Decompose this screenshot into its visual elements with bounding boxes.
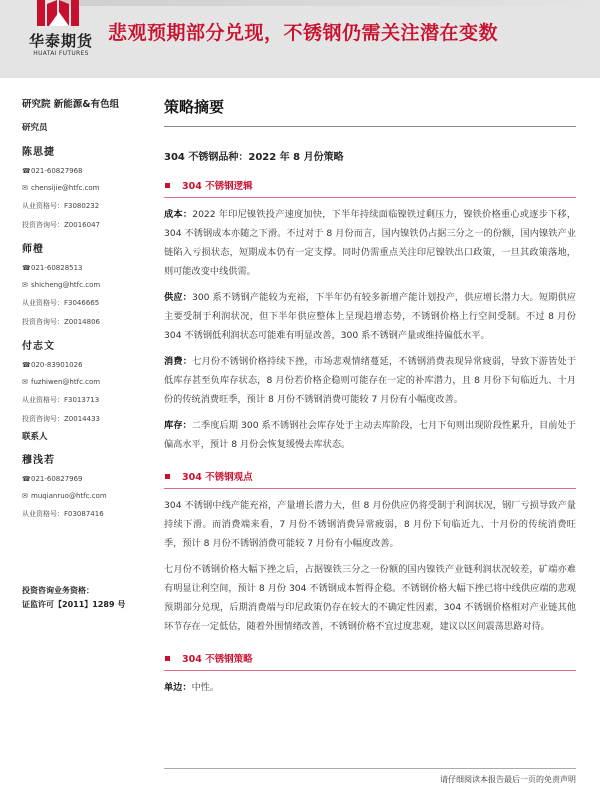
analyst-practice-id: 从业资格号：F3013713 <box>22 396 100 404</box>
analyst-phone: ☎ 021-60828513 <box>22 264 83 272</box>
company-logo <box>20 0 100 66</box>
logo-english-name: HUATAI FUTURES <box>33 50 89 57</box>
strategy-divider <box>164 670 576 671</box>
analyst-invest-id: 投资咨询号：Z0014433 <box>22 415 100 423</box>
analyst-name: 陈思捷 <box>22 147 55 158</box>
contact-heading: 联系人 <box>22 432 48 442</box>
logo-chinese-name: 华泰期货 <box>28 32 93 50</box>
analyst-practice-id: 从业资格号：F3046665 <box>22 299 100 307</box>
view-paragraph: 七月份不锈钢价格大幅下挫之后，占据镍铁三分之一份额的国内镍铁产业链利润状况较差，矿端亦难有明显让利空间，预计 8 月份 304 不锈钢成本暂得企稳。不锈钢价格大幅下挫已将中线供应端的悲观预期部分兑现，后期消费端与印尼政策仍存在较大的不确定性因素，304 不锈钢价格相对产业链其他环节存在一定低估，随着外围情绪改善，不锈钢价格不宜过度悲观，建议以区间震荡思路对待。 <box>164 564 576 632</box>
email-icon: ✉ <box>22 492 28 500</box>
footer-divider <box>164 768 576 769</box>
contact-phone: ☎ 021-60827969 <box>22 475 83 483</box>
phone-icon: ☎ <box>22 167 31 175</box>
analyst-practice-id: 从业资格号：F3080232 <box>22 202 100 210</box>
email-icon: ✉ <box>22 378 28 386</box>
role-label: 研究员 <box>22 123 48 133</box>
bullet-square-icon <box>165 656 170 661</box>
bullet-square-icon <box>165 183 170 188</box>
analyst-card <box>22 337 144 424</box>
logic-paragraph-cost: 成本：2022 年印尼镍铁投产速度加快，下半年持续面临镍铁过剩压力，镍铁价格重心或逐步下移，304 不锈钢成本亦随之下滑。不过对于 8 月份而言，国内镍铁仍占据三分之一的份额，国内镍铁产业链陷入亏损状态，短期成本仍有一定支撑。同时仍需重点关注印尼镍铁出口政策，一旦其政策落地，则可能改变中线供需。 <box>164 209 577 277</box>
certification-block <box>22 584 125 612</box>
analyst-invest-id: 投资咨询号：Z0016047 <box>22 221 100 229</box>
strategy-paragraph: 单边：中性。 <box>164 682 220 693</box>
analyst-name: 付志文 <box>22 341 55 352</box>
analyst-phone: ☎ 021-60827968 <box>22 167 83 175</box>
view-paragraph: 304 不锈钢中线产能充裕，产量增长潜力大，但 8 月份供应仍将受制于利润状况，钢厂亏损导致产量持续下滑。而消费端来看，7 月份不锈钢消费异常疲弱，8 月份下旬临近九、十月份的传统消费旺季，预计 8 月份不锈钢消费可能较 7 月份有小幅度改善。 <box>164 500 576 549</box>
footer-disclaimer: 请仔细阅读本报告最后一页的免责声明 <box>440 775 576 784</box>
phone-icon: ☎ <box>22 361 31 369</box>
analyst-name: 师橙 <box>22 244 44 255</box>
analyst-sidebar <box>22 96 144 519</box>
contact-email[interactable]: ✉ muqianruo@htfc.com <box>22 492 107 500</box>
analyst-email[interactable]: ✉ shicheng@htfc.com <box>22 281 101 289</box>
logic-paragraph-supply: 供应：300 系不锈钢产能较为充裕，下半年仍有较多新增产能计划投产，供应增长潜力大。短期供应主要受制于利润状况，但下半年供应整体上呈现趋增态势，不锈钢价格上行空间受制。不过 8 月份 304 不锈钢低利润状态可能难有明显改善，300 系不锈钢产量或维持偏低水平。 <box>164 292 576 341</box>
analyst-card <box>22 240 144 327</box>
phone-icon: ☎ <box>22 475 31 483</box>
view-divider <box>164 488 576 489</box>
email-icon: ✉ <box>22 281 28 289</box>
report-banner <box>0 0 600 78</box>
phone-icon: ☎ <box>22 264 31 272</box>
analyst-email[interactable]: ✉ chensijie@htfc.com <box>22 184 100 192</box>
logic-paragraph-inventory: 库存：二季度后期 300 系不锈钢社会库存处于主动去库阶段，七月下旬则出现阶段性累升，目前处于偏高水平，预计 8 月份会恢复缓慢去库状态。 <box>164 420 576 450</box>
contact-card <box>22 430 144 519</box>
title-divider <box>164 126 576 127</box>
analyst-invest-id: 投资咨询号：Z0014806 <box>22 318 100 326</box>
section-title: 策略摘要 <box>164 98 225 116</box>
logic-divider <box>164 197 576 198</box>
logic-paragraph-consumption: 消费：七月份不锈钢价格持续下挫，市场悲观情绪蔓延，不锈钢消费表现异常疲弱，导致下游皆处于低库存甚至负库存状态，8 月份若价格企稳则可能存在一定的补库潜力，且 8 月份下旬临近九、十月份的传统消费旺季，预计 8 月份不锈钢消费可能较 7 月份有小幅度改善。 <box>164 356 577 405</box>
banner-stripe <box>60 0 600 6</box>
report-headline: 悲观预期部分兑现，不锈钢仍需关注潜在变数 <box>108 22 499 44</box>
contact-practice-id: 从业资格号：F03087416 <box>22 510 104 518</box>
strategy-summary <box>164 96 576 697</box>
cert-line-2: 证监许可【2011】1289 号 <box>22 600 126 609</box>
cert-line-1: 投资咨询业务资格： <box>22 586 94 595</box>
email-icon: ✉ <box>22 184 28 192</box>
huatai-logo-icon <box>35 0 83 28</box>
strategy-subtitle: 304 不锈钢品种：2022 年 8 月份策略 <box>164 152 344 163</box>
view-heading: 304 不锈钢观点 <box>164 469 576 483</box>
analyst-phone: ☎ 020-83901026 <box>22 361 83 369</box>
logic-heading: 304 不锈钢逻辑 <box>164 178 576 192</box>
contact-name: 穆浅若 <box>22 455 55 466</box>
bullet-square-icon <box>165 474 170 479</box>
department-label: 研究院 新能源&有色组 <box>22 99 120 110</box>
strategy-heading: 304 不锈钢策略 <box>164 651 576 665</box>
analyst-email[interactable]: ✉ fuzhiwen@htfc.com <box>22 378 101 386</box>
analyst-card <box>22 143 144 230</box>
